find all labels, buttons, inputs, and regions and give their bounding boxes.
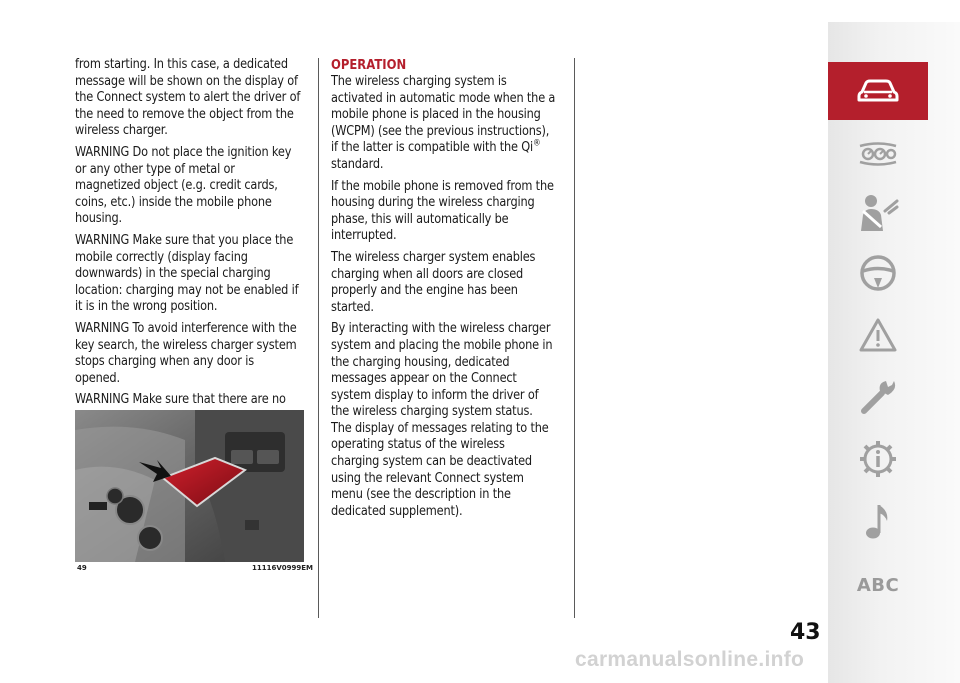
sidebar-item-safety[interactable] bbox=[828, 184, 928, 242]
warning-paragraph: WARNING Do not place the ignition key or any other type of metal or magnetized object (e.g. credit cards, coins, etc.) inside the mobile phone housing. bbox=[75, 144, 292, 227]
music-note-icon bbox=[863, 501, 893, 541]
figure-number: 49 bbox=[77, 564, 87, 572]
sidebar-item-driving[interactable] bbox=[828, 244, 928, 302]
sidebar-item-technical-data[interactable] bbox=[828, 430, 928, 488]
warning-paragraph: WARNING To avoid interference with the key search, the wireless charger system stops charging when any door is opened. bbox=[75, 320, 297, 386]
info-gear-icon bbox=[858, 439, 898, 479]
seatbelt-passenger-icon bbox=[857, 193, 899, 233]
paragraph: By interacting with the wireless charger system and placing the mobile phone in the charging housing, dedicated messages appear on the Connect system display to inform the driver of the wireless charging system status. The display of messages relating to the operating status of the wireless charging system can be deactivated using the relevant Connect system menu (see the description in the dedicated supplement). bbox=[331, 321, 553, 519]
warning-triangle-icon bbox=[858, 317, 898, 353]
page-number: 43 bbox=[790, 620, 821, 645]
sidebar-item-maintenance[interactable] bbox=[828, 368, 928, 426]
column-divider bbox=[318, 58, 319, 618]
sidebar-item-car[interactable] bbox=[828, 62, 928, 120]
warning-paragraph: WARNING Make sure that there are no bbox=[75, 392, 286, 408]
warning-paragraph: WARNING Make sure that you place the mobile correctly (display facing downwards) in the special charging location: charging may not be enabled if it is in the wrong position. bbox=[75, 232, 299, 315]
column-divider bbox=[574, 58, 575, 618]
watermark: carmanualsonline.info bbox=[575, 648, 805, 671]
right-column bbox=[331, 57, 563, 525]
car-icon bbox=[856, 78, 900, 104]
dashboard-gauges-icon bbox=[857, 140, 899, 166]
paragraph: If the mobile phone is removed from the housing during the wireless charging phase, this will automatically be interrupted. bbox=[331, 178, 554, 244]
sidebar-item-multimedia[interactable] bbox=[828, 492, 928, 550]
chapter-sidebar bbox=[828, 22, 960, 683]
registered-mark: ® bbox=[533, 138, 541, 149]
steering-wheel-icon bbox=[859, 254, 897, 292]
sidebar-item-emergency[interactable] bbox=[828, 306, 928, 364]
paragraph: The wireless charger system enables charging when all doors are closed properly and the engine has been started. bbox=[331, 249, 536, 315]
wrench-icon bbox=[858, 377, 898, 417]
figure-code: 11116V0999EM bbox=[252, 564, 314, 572]
paragraph-text: The wireless charging system is activated in automatic mode when the a mobile phone is placed in the housing (WCPM) (see the previous instructions), if the latter is compatible with the Qi bbox=[331, 74, 556, 156]
wireless-charger-photo bbox=[75, 410, 304, 562]
section-title: OPERATION bbox=[331, 57, 407, 73]
paragraph bbox=[331, 74, 556, 174]
paragraph: from starting. In this case, a dedicated message will be shown on the display of the Connect system to alert the driver of the need to remove the object from the wireless charger. bbox=[75, 57, 301, 139]
console-illustration bbox=[75, 410, 304, 562]
sidebar-item-index[interactable] bbox=[828, 556, 928, 614]
sidebar-item-instruments[interactable] bbox=[828, 124, 928, 182]
paragraph-text-end: standard. bbox=[331, 156, 384, 172]
abc-label: ABC bbox=[856, 574, 900, 596]
